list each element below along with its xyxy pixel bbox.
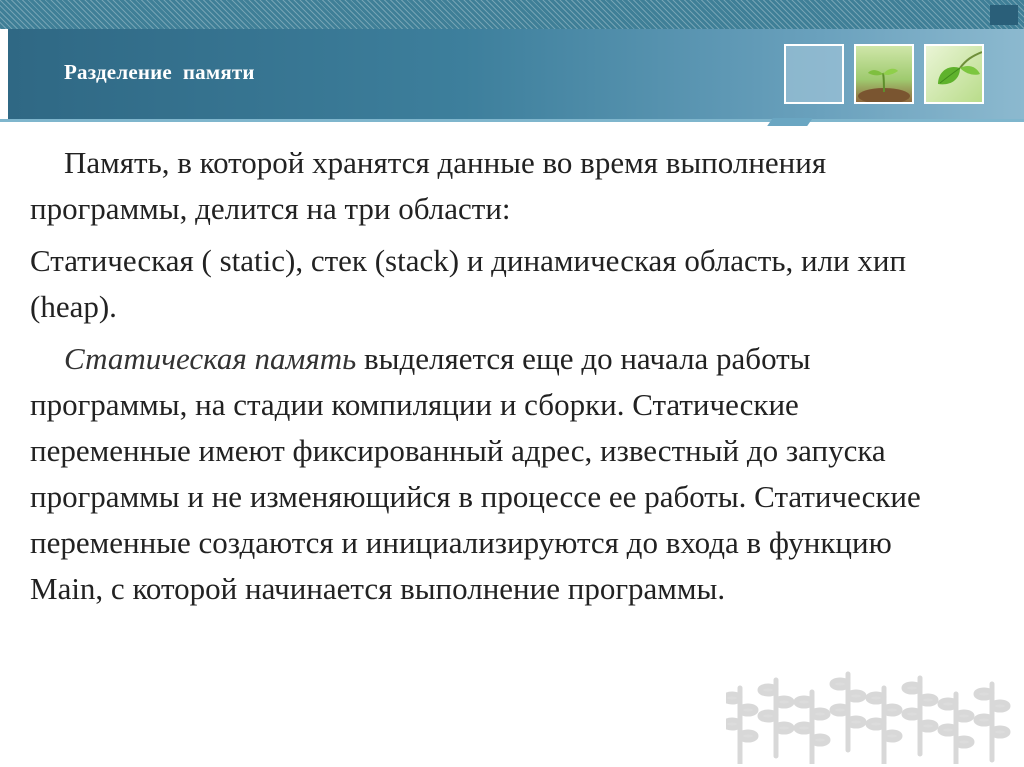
slide-body	[30, 140, 960, 612]
slide-title: Разделение памяти	[64, 60, 255, 84]
header-corner-block	[990, 5, 1018, 25]
paragraph-memory-areas: Память, в которой хранятся данные во время выполнения программы, делится на три области:	[30, 145, 827, 226]
green-leaf-photo	[924, 44, 984, 104]
decor-square-plain	[784, 44, 844, 104]
static-memory-term: Статическая память	[64, 341, 357, 376]
seedling-photo	[854, 44, 914, 104]
header-hatch-strip	[0, 0, 1024, 29]
header-underline	[0, 119, 1024, 122]
header-accent-tab	[767, 118, 813, 126]
paragraph-area-list: Статическая ( static), стек (stack) и динамическая область, или хип (heap).	[30, 243, 907, 324]
sprouts-watermark	[726, 668, 1024, 764]
paragraph-static-memory	[30, 336, 960, 612]
static-memory-description: выделяется еще до начала работы программы, на стадии компиляции и сборки. Статические переменные имеют фиксированный адрес, известный до запуска программы и не изменяющийся в процессе ее работы. Статические переменные создаются и инициализируются до входа в функцию Main, с которой начинается выполнение программы.	[30, 341, 921, 606]
